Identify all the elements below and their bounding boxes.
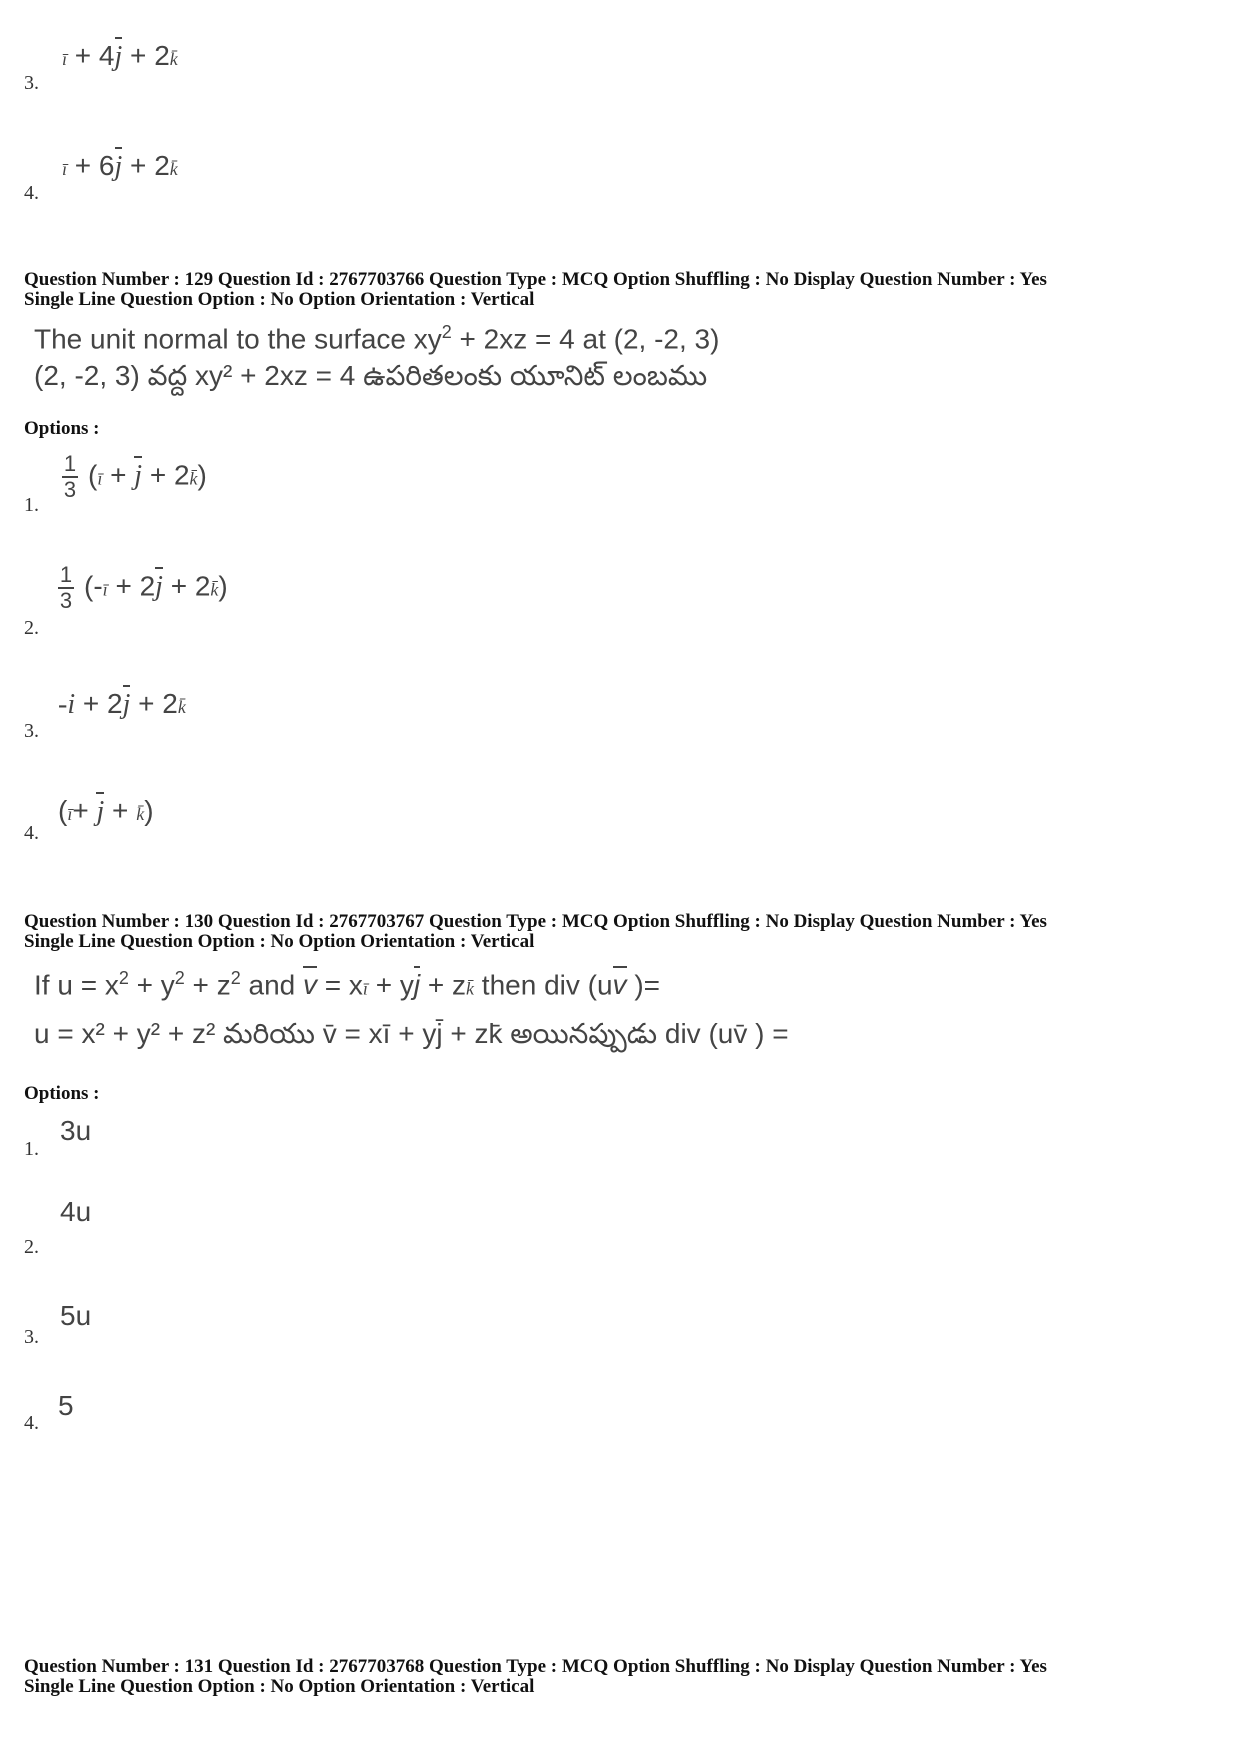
q129-option-1-expression: $\frac{1}{3}$ (ī + j + 2k̄) [63, 451, 207, 502]
q130-text-telugu: u = x² + y² + z² మరియు v̄ = xī + yj̄ + zk̄ అయినప్పుడు div (uv̄ ) = [34, 1018, 789, 1049]
q129-options-label: Options : [24, 418, 100, 439]
q129-text-telugu: (2, -2, 3) వద్ద xy² + 2xz = 4 ఉపరితలంకు యూనిట్ లంబము [34, 360, 708, 391]
q130-text-english: If $u = x^2 + y^2 + z^2$ and v = xī + yj + zk̄ then div (uv )= [34, 968, 661, 1001]
prev-option-4-expression: ī + 6j + 2k̄ [62, 150, 178, 182]
q130-option-1-expression: 3u [60, 1115, 92, 1146]
q130-option-3-expression: 5u [60, 1300, 92, 1331]
q129-option-4-expression: (ī+ j + k̄) [58, 795, 154, 827]
q129-text-english: The unit normal to the surface $xy^2 + 2xz = 4$ at (2, -2, 3) [34, 322, 720, 355]
q129-option-3-number: 3. [24, 720, 39, 742]
q130-options-label: Options : [24, 1083, 100, 1104]
q130-option-1-number: 1. [24, 1138, 39, 1160]
q130-option-4-number: 4. [24, 1412, 39, 1434]
prev-option-3-expression: ī + 4j + 2k̄ [62, 40, 178, 72]
q131-meta-line2: Single Line Question Option : No Option Orientation : Vertical [24, 1676, 535, 1697]
q130-meta-line1: Question Number : 130 Question Id : 2767703767 Question Type : MCQ Option Shuffling : No Display Question Number : Yes [24, 911, 1047, 932]
q130-option-2-expression: 4u [60, 1196, 92, 1227]
q129-meta-line2: Single Line Question Option : No Option Orientation : Vertical [24, 289, 535, 310]
prev-option-4-number: 4. [24, 182, 39, 204]
q129-option-4-number: 4. [24, 822, 39, 844]
q130-option-2-number: 2. [24, 1236, 39, 1258]
q129-option-2-number: 2. [24, 617, 39, 639]
q130-option-3-number: 3. [24, 1326, 39, 1348]
q130-meta-line2: Single Line Question Option : No Option Orientation : Vertical [24, 931, 535, 952]
q129-option-3-expression: -i + 2j + 2k̄ [58, 688, 186, 720]
q130-option-4-expression: 5 [58, 1390, 74, 1421]
prev-option-3-number: 3. [24, 72, 39, 94]
q131-meta-line1: Question Number : 131 Question Id : 2767703768 Question Type : MCQ Option Shuffling : No Display Question Number : Yes [24, 1656, 1047, 1677]
q129-option-1-number: 1. [24, 494, 39, 516]
q129-meta-line1: Question Number : 129 Question Id : 2767703766 Question Type : MCQ Option Shuffling : No Display Question Number : Yes [24, 269, 1047, 290]
q129-option-2-expression: $\frac{1}{3}$ (-ī + 2j + 2k̄) [59, 562, 228, 613]
